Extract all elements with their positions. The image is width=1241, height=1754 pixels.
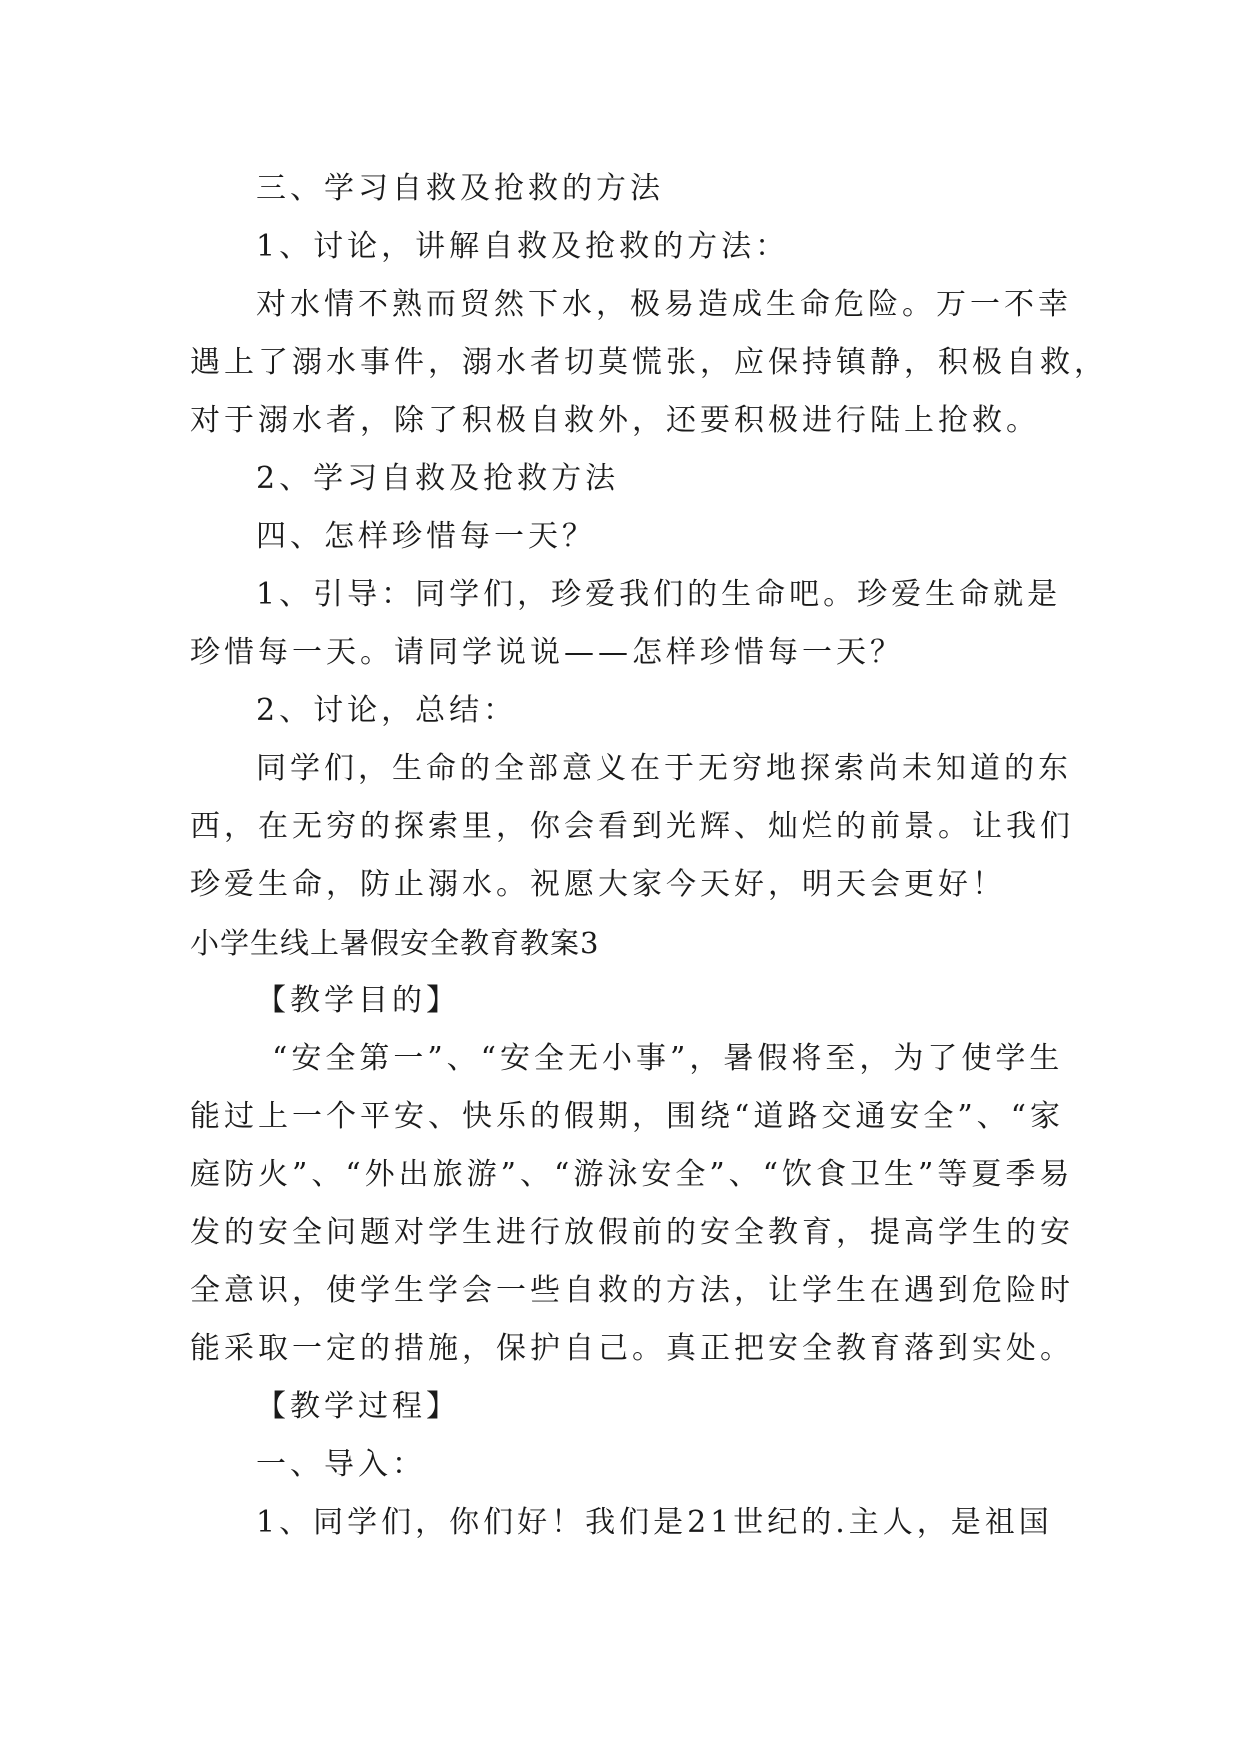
paragraph-line: 能过上一个平安、快乐的假期，围绕“道路交通安全”、“家 [190, 1099, 1065, 1134]
section-heading: 【教学过程】 [256, 1389, 460, 1424]
paragraph-line: 珍爱生命，防止溺水。祝愿大家今天好，明天会更好！ [190, 867, 1006, 902]
paragraph-line: 西，在无穷的探索里，你会看到光辉、灿烂的前景。让我们 [190, 809, 1074, 844]
paragraph-line: 对于溺水者，除了积极自救外，还要积极进行陆上抢救。 [190, 403, 1040, 438]
paragraph-line: 对水情不熟而贸然下水，极易造成生命危险。万一不幸 [256, 287, 1072, 322]
paragraph-line: 全意识，使学生学会一些自救的方法，让学生在遇到危险时 [190, 1273, 1074, 1308]
paragraph-line: 遇上了溺水事件，溺水者切莫慌张，应保持镇静，积极自救， [190, 345, 1108, 380]
paragraph-line: 2、学习自救及抢救方法 [256, 461, 620, 496]
document-body [190, 160, 1108, 1552]
paragraph-line: 1、同学们，你们好！我们是21世纪的.主人，是祖国 [256, 1505, 1053, 1540]
section-heading: 【教学目的】 [256, 983, 460, 1018]
paragraph-line: 1、讨论，讲解自救及抢救的方法： [256, 229, 790, 264]
paragraph-line: 2、讨论，总结： [256, 693, 518, 728]
paragraph-line: 1、引导：同学们，珍爱我们的生命吧。珍爱生命就是 [256, 577, 1062, 612]
paragraph-line: 能采取一定的措施，保护自己。真正把安全教育落到实处。 [190, 1331, 1074, 1366]
section-heading: 三、学习自救及抢救的方法 [256, 171, 664, 206]
section-heading: 一、导入： [256, 1447, 426, 1482]
lesson-plan-title: 小学生线上暑假安全教育教案3 [190, 926, 600, 960]
paragraph-line: 珍惜每一天。请同学说说——怎样珍惜每一天？ [190, 635, 904, 670]
paragraph-line: “安全第一”、“安全无小事”，暑假将至，为了使学生 [272, 1041, 1064, 1076]
section-heading: 四、怎样珍惜每一天？ [256, 519, 596, 554]
paragraph-line: 同学们，生命的全部意义在于无穷地探索尚未知道的东 [256, 751, 1072, 786]
paragraph-line: 发的安全问题对学生进行放假前的安全教育，提高学生的安 [190, 1215, 1074, 1250]
paragraph-line: 庭防火”、“外出旅游”、“游泳安全”、“饮食卫生”等夏季易 [190, 1157, 1074, 1192]
